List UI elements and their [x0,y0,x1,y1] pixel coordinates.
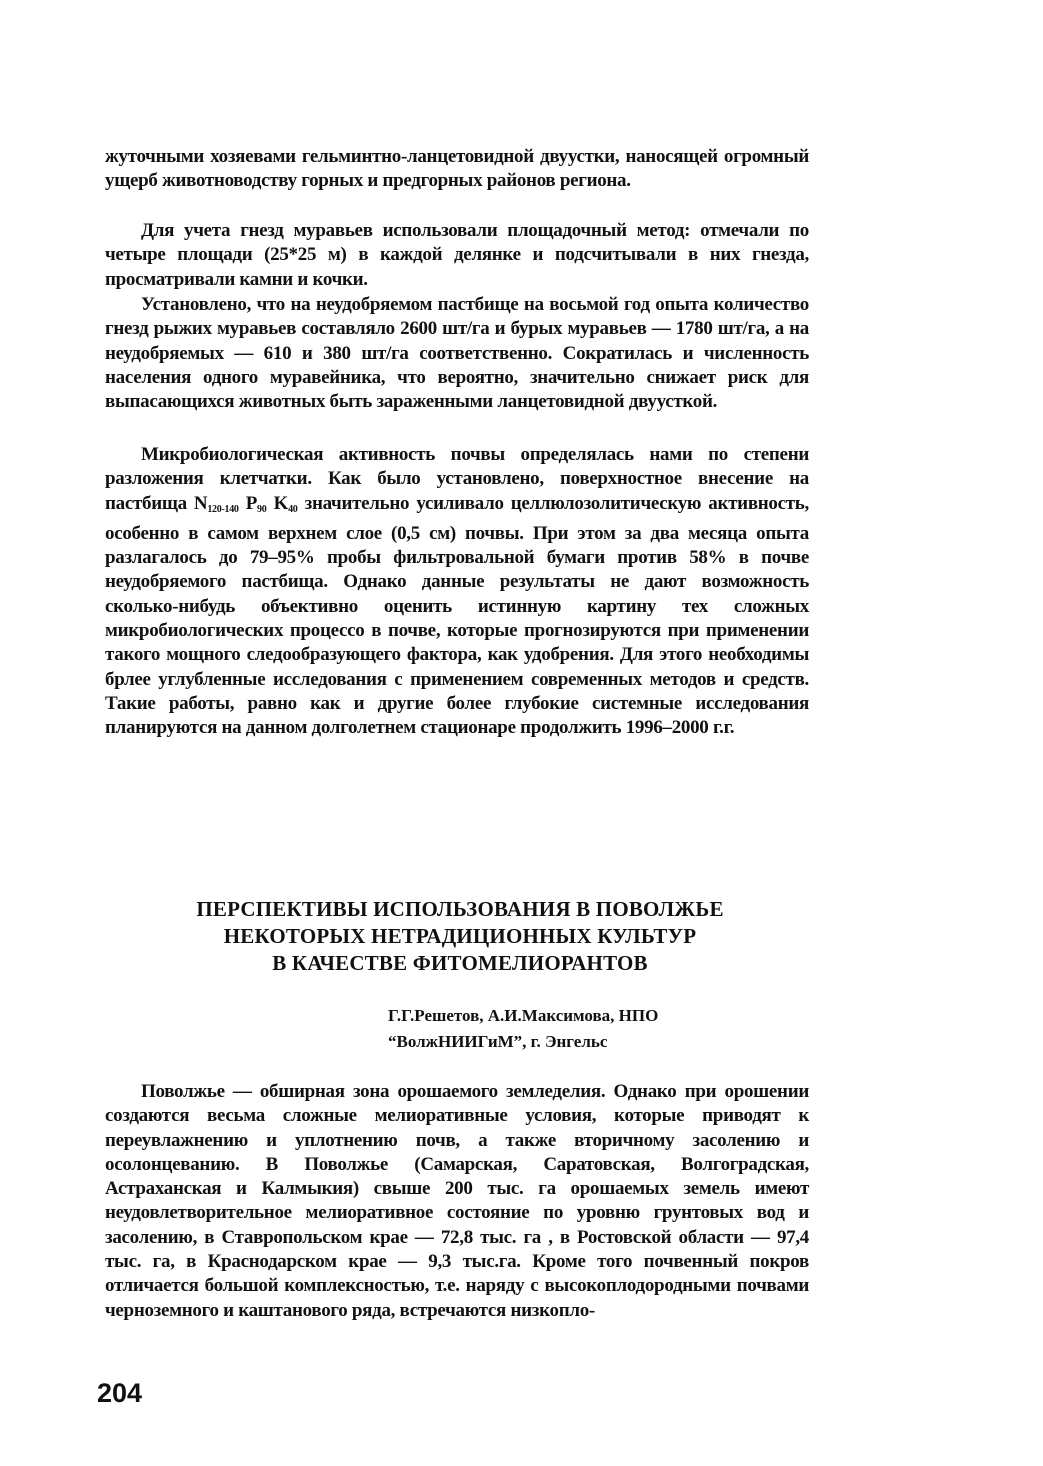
paragraph-text: P [238,492,258,514]
page-number: 204 [97,1378,143,1408]
article-title-line-1: ПЕРСПЕКТИВЫ ИСПОЛЬЗОВАНИЯ В ПОВОЛЖЬЕ [196,897,724,921]
nitrogen-dose-subscript: 120-140 [207,503,239,515]
paragraph-microbiology [105,443,809,741]
article-body-paragraph [105,1080,809,1323]
paragraph-text: значительно усиливало целлюлозолитическую активность, особенно в самом верхнем слое (0,5 см) почвы. При этом за два месяца опыта разлагалось до 79–95% пробы фильтровальной бумаги против 58% в почве неудобряемого пастбища. Однако данные результаты не дают возможность сколько-нибудь объективно оценить истинную картину тех сложных микробиологических процессо в почве, которые прогнозируются при применении такого мощного следообразующего фактора, как удобрения. Для этого необходимы брлее углубленные исследования с применением современных методов и средств. Такие работы, равно как и другие более глубокие системные исследования планируются на данном долголетнем стационаре продолжить 1996–2000 г.г. [105,492,809,739]
article-title-line-2: НЕКОТОРЫХ НЕТРАДИЦИОННЫХ КУЛЬТУР [223,924,697,948]
paragraph-continuation [105,145,809,194]
paragraph-text: Поволжье — обширная зона орошаемого земледелия. Однако при орошении создаются весьма сложные мелиоративные условия, которые приводят к переувлажнению и уплотнению почв, а также вторичному засолению и осолонцеванию. В Поволжье (Самарская, Саратовская, Волгоградская, Астраханская и Калмыкия) свыше 200 тыс. га орошаемых земель имеют неудовлетворительное мелиоративное состояние по уровню грунтовых вод и засолению, в Ставропольском крае — 72,8 тыс. га , в Ростовской области — 97,4 тыс. га, в Краснодарском крае — 9,3 тыс.га. Кроме того почвенный покров отличается большой комплексностью, т.е. наряду с высокоплодородными почвами черноземного и каштанового ряда, встречаются низкопло- [105,1081,809,1321]
phosphorus-dose-subscript: 90 [257,503,267,515]
paragraph-text: Микробиологическая активность почвы определялась нами по степени разложения клетчатки. Как было установлено, поверхностное внесение на пастбища N [105,444,809,514]
paragraph-text: жуточными хозяевами гельминтно-ланцетовидной двуустки, наносящей огромный ущерб животноводству горных и предгорных районов региона. [105,146,809,192]
paragraph-method [105,219,809,292]
article-authors-line-2: “ВолжНИИГиМ”, г. Энгельс [388,1032,608,1051]
paragraph-text: Для учета гнезд муравьев использовали площадочный метод: отмечали по четыре площади (25*25 м) в каждой делянке и подсчитывали в них гнезда, просматривали камни и кочки. [105,220,809,290]
article-authors-line-1: Г.Г.Решетов, А.И.Максимова, НПО [388,1006,659,1025]
paragraph-results [105,293,809,414]
potassium-dose-subscript: 40 [288,503,298,515]
paragraph-text: Установлено, что на неудобряемом пастбище на восьмой год опыта количество гнезд рыжих муравьев составляло 2600 шт/га и бурых муравьев — 1780 шт/га, а на неудобряемых — 610 и 380 шт/га соответственно. Сократилась и численность населения одного муравейника, что вероятно, значительно снижает риск для выпасающихся животных быть зараженными ланцетовидной двуусткой. [105,294,809,413]
paragraph-text: K [266,492,289,514]
article-title-line-3: В КАЧЕСТВЕ ФИТОМЕЛИОРАНТОВ [272,951,648,975]
